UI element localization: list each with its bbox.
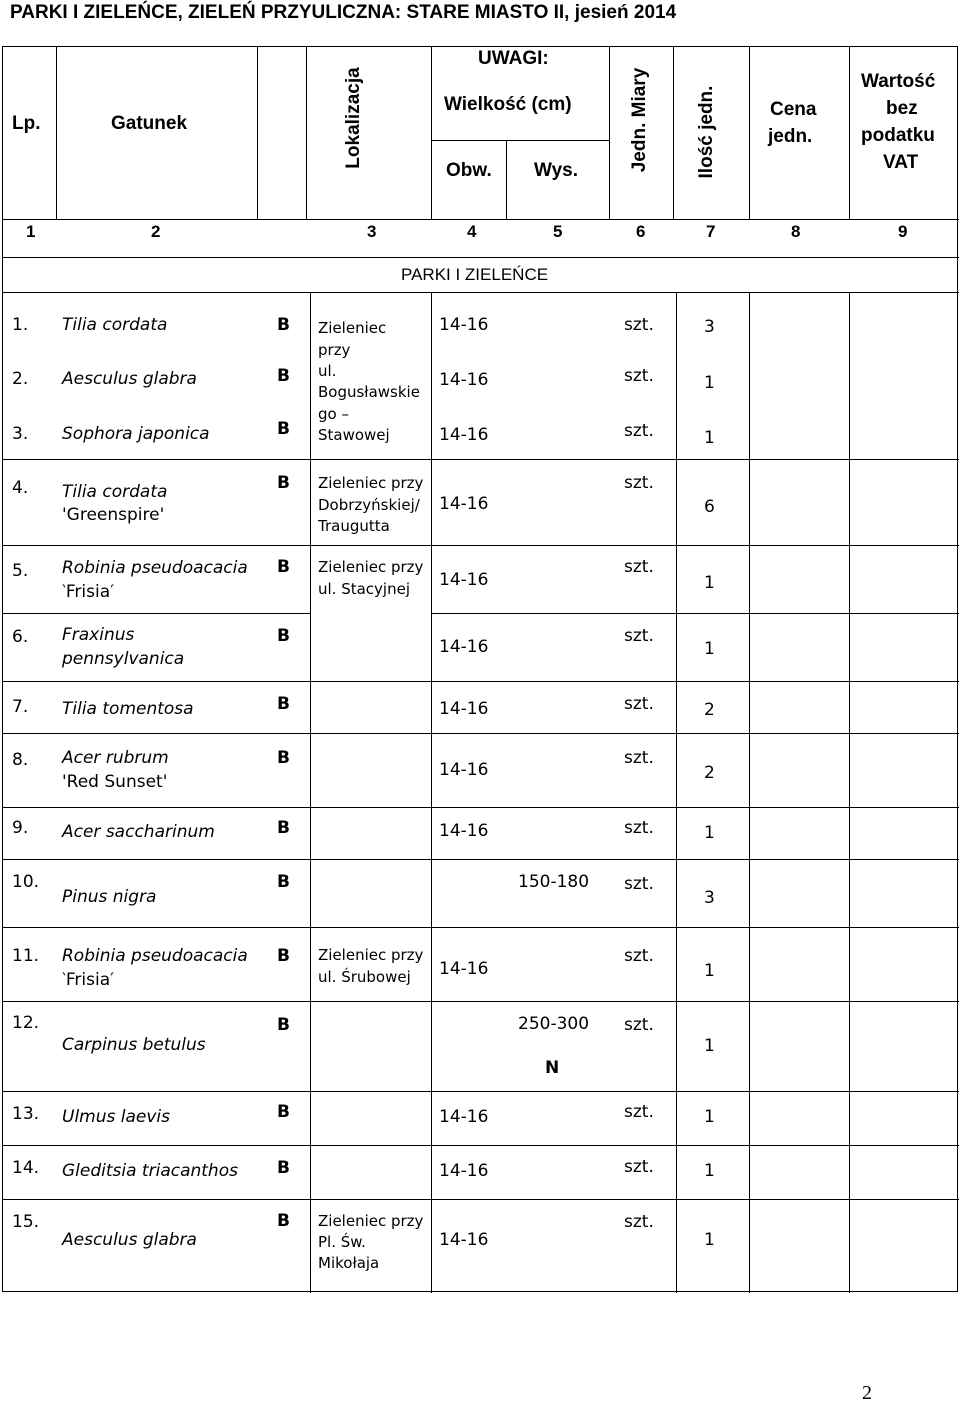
row-species: Ulmus laevis [62, 1107, 171, 1127]
row-unit: szt. [624, 1157, 654, 1177]
row-unit: szt. [624, 473, 654, 493]
row-species: Acer rubrum [62, 748, 169, 768]
col-number: 6 [636, 222, 646, 241]
row-qty: 1 [704, 428, 715, 448]
location-line: ul. [318, 362, 337, 380]
row-unit: szt. [624, 946, 654, 966]
row-unit: szt. [624, 315, 654, 335]
row-grade: B [277, 557, 290, 577]
row-lp: 11. [12, 946, 40, 966]
row-unit: szt. [624, 366, 654, 386]
row-grade: B [277, 946, 290, 966]
header-obw: Obw. [446, 160, 492, 181]
location-line: ul. Stacyjnej [318, 580, 410, 598]
header-wartosc-line1: Wartość [861, 71, 936, 92]
col-number: 5 [553, 222, 563, 241]
col-number: 2 [151, 222, 161, 241]
row-species: Robinia pseudoacacia [62, 558, 248, 578]
row-lp: 9. [12, 818, 29, 838]
location-line: Zieleniec przy [318, 474, 424, 492]
row-unit: szt. [624, 818, 654, 838]
location-line: Bogusławskie [318, 383, 420, 401]
location-line: Zieleniec przy [318, 1212, 424, 1230]
row-grade: B [277, 1211, 290, 1231]
row-qty: 1 [704, 1036, 715, 1056]
header-cena-line2: jedn. [768, 126, 813, 147]
row-qty: 1 [704, 961, 715, 981]
row-qty: 1 [704, 1107, 715, 1127]
row-unit: szt. [624, 694, 654, 714]
document-title: PARKI I ZIELEŃCE, ZIELEŃ PRZYULICZNA: STARE MIASTO II, jesień 2014 [10, 2, 677, 23]
row-obw: 14-16 [439, 1230, 489, 1250]
header-ilosc-jedn: Ilość jedn. [696, 85, 717, 179]
col-number: 1 [26, 222, 36, 241]
row-species: Fraxinus [62, 625, 135, 645]
section-title: PARKI I ZIELEŃCE [401, 265, 549, 284]
row-qty: 1 [704, 823, 715, 843]
row-unit: szt. [624, 557, 654, 577]
row-cultivar: ‵Frisia′ [62, 970, 114, 990]
location-line: Zieleniec przy [318, 946, 424, 964]
location-line: Traugutta [318, 517, 390, 535]
row-cultivar: ‵Frisia′ [62, 582, 114, 602]
row-qty: 6 [704, 497, 715, 517]
location-line: Zieleniec [318, 319, 387, 337]
header-wartosc-line3: podatku [861, 125, 935, 146]
header-wielkosc: Wielkość (cm) [444, 94, 572, 115]
row-species-line2: pennsylvanica [62, 649, 185, 669]
row-grade: B [277, 419, 290, 439]
location-line: ul. Śrubowej [318, 968, 411, 986]
row-lp: 5. [12, 561, 29, 581]
row-wys: 150-180 [518, 872, 590, 892]
row-lp: 10. [12, 872, 40, 892]
row-lp: 12. [12, 1013, 40, 1033]
row-grade: B [277, 626, 290, 646]
header-lokalizacja: Lokalizacja [343, 67, 364, 169]
row-unit: szt. [624, 1102, 654, 1122]
header-wartosc-line4: VAT [883, 152, 919, 173]
row-obw: 14-16 [439, 821, 489, 841]
col-number: 9 [898, 222, 908, 241]
row-obw: 14-16 [439, 1161, 489, 1181]
header-wys: Wys. [534, 160, 579, 181]
location-line: Mikołaja [318, 1254, 380, 1272]
row-qty: 3 [704, 888, 715, 908]
row-grade: B [277, 694, 290, 714]
row-obw: 14-16 [439, 1107, 489, 1127]
row-grade: B [277, 366, 290, 386]
row-obw: 14-16 [439, 425, 489, 445]
location-line: Pl. Św. [318, 1233, 366, 1251]
row-species: Tilia cordata [62, 482, 168, 502]
row-obw: 14-16 [439, 370, 489, 390]
col-number: 8 [791, 222, 801, 241]
row-lp: 1. [12, 315, 29, 335]
location-line: Dobrzyńskiej/ [318, 496, 420, 514]
row-lp: 14. [12, 1158, 40, 1178]
row-obw: 14-16 [439, 494, 489, 514]
row-grade: B [277, 748, 290, 768]
row-grade: B [277, 818, 290, 838]
row-species: Gleditsia triacanthos [62, 1161, 238, 1181]
plant-table [2, 46, 958, 1292]
row-qty: 1 [704, 1161, 715, 1181]
row-obw: 14-16 [439, 570, 489, 590]
location-line: Stawowej [318, 426, 390, 444]
row-obw: 14-16 [439, 959, 489, 979]
location-line: go – [318, 405, 349, 423]
row-grade: B [277, 1015, 290, 1035]
row-unit: szt. [624, 421, 654, 441]
row-lp: 15. [12, 1212, 40, 1232]
row-qty: 1 [704, 373, 715, 393]
row-species: Tilia tomentosa [62, 699, 194, 719]
row-grade: B [277, 315, 290, 335]
row-obw: 14-16 [439, 315, 489, 335]
row-lp: 6. [12, 627, 29, 647]
header-gatunek: Gatunek [111, 113, 188, 134]
row-lp: 8. [12, 750, 29, 770]
row-grade: B [277, 872, 290, 892]
row-qty: 1 [704, 573, 715, 593]
row-lp: 7. [12, 697, 29, 717]
row-grade: B [277, 1158, 290, 1178]
row-qty: 1 [704, 639, 715, 659]
row-species: Tilia cordata [62, 315, 168, 335]
row-species: Acer saccharinum [62, 822, 215, 842]
header-uwagi: UWAGI: [478, 48, 549, 69]
row-obw: 14-16 [439, 637, 489, 657]
row-unit: szt. [624, 1015, 654, 1035]
row-species: Sophora japonica [62, 424, 210, 444]
row-lp: 3. [12, 424, 29, 444]
row-wys: 250-300 [518, 1014, 590, 1034]
header-lp: Lp. [12, 113, 41, 134]
row-wys-note: N [545, 1058, 560, 1078]
header-cena-line1: Cena [770, 99, 817, 120]
row-species: Aesculus glabra [62, 369, 197, 389]
header-wartosc-line2: bez [886, 98, 918, 119]
col-number: 7 [706, 222, 716, 241]
row-qty: 2 [704, 763, 715, 783]
row-obw: 14-16 [439, 760, 489, 780]
row-species: Pinus nigra [62, 887, 157, 907]
row-qty: 1 [704, 1230, 715, 1250]
row-lp: 2. [12, 369, 29, 389]
row-grade: B [277, 1102, 290, 1122]
row-cultivar: 'Greenspire' [62, 505, 165, 525]
row-lp: 13. [12, 1104, 40, 1124]
row-qty: 2 [704, 700, 715, 720]
location-line: przy [318, 341, 351, 359]
row-unit: szt. [624, 874, 654, 894]
row-species: Aesculus glabra [62, 1230, 197, 1250]
row-qty: 3 [704, 317, 715, 337]
row-species: Carpinus betulus [62, 1035, 206, 1055]
row-unit: szt. [624, 748, 654, 768]
row-lp: 4. [12, 478, 29, 498]
col-number: 4 [467, 222, 477, 241]
row-unit: szt. [624, 1212, 654, 1232]
row-unit: szt. [624, 626, 654, 646]
page-number: 2 [862, 1382, 872, 1404]
row-grade: B [277, 473, 290, 493]
location-line: Zieleniec przy [318, 558, 424, 576]
header-jedn-miary: Jedn. Miary [629, 67, 650, 173]
col-number: 3 [367, 222, 377, 241]
row-cultivar: 'Red Sunset' [62, 772, 168, 792]
row-species: Robinia pseudoacacia [62, 946, 248, 966]
row-obw: 14-16 [439, 699, 489, 719]
